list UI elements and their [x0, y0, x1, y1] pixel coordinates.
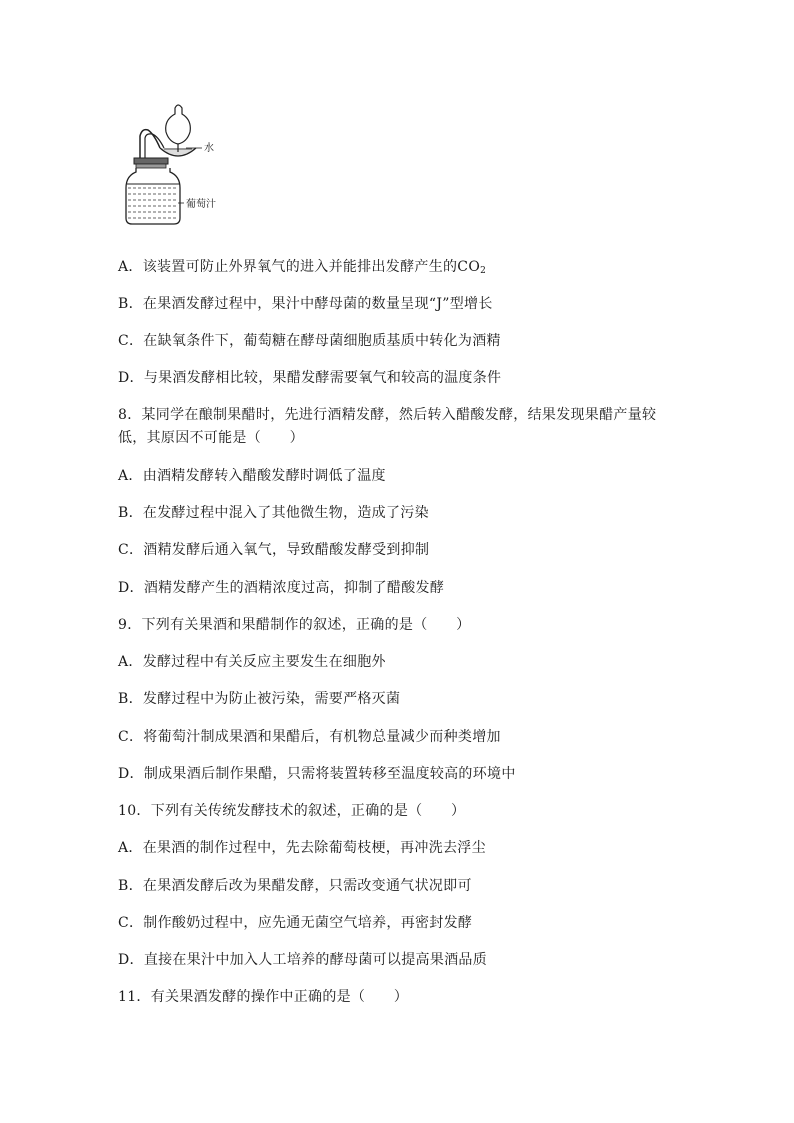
- grape-juice-label: 葡萄汁: [186, 199, 216, 210]
- q8-option-d: D．酒精发酵产生的酒精浓度过高，抑制了醋酸发酵: [118, 580, 445, 596]
- q10-option-d: D．直接在果汁中加入人工培养的酵母菌可以提高果酒品质: [118, 952, 488, 968]
- q9-option-b: B．发酵过程中为防止被污染，需要严格灭菌: [118, 691, 401, 707]
- q10-option-a: A．在果酒的制作过程中，先去除葡萄枝梗，再冲洗去浮尘: [118, 840, 486, 856]
- q7-option-b: B．在果酒发酵过程中，果汁中酵母菌的数量呈现“J”型增长: [118, 296, 493, 312]
- q9-option-d: D．制成果酒后制作果醋，只需将装置转移至温度较高的环境中: [118, 766, 516, 782]
- q7-option-a: A．该装置可防止外界氧气的进入并能排出发酵产生的$CO_2$: [118, 259, 487, 276]
- q7-option-d: D．与果酒发酵相比较，果醋发酵需要氧气和较高的温度条件: [118, 370, 502, 386]
- q9-option-a: A．发酵过程中有关反应主要发生在细胞外: [118, 654, 386, 670]
- q8-option-a: A．由酒精发酵转入醋酸发酵时调低了温度: [118, 468, 386, 484]
- q8-stem: 8．某同学在酿制果醋时，先进行酒精发酵，然后转入醋酸发酵，结果发现果醋产量较低，其原因不可能是（ ）: [118, 407, 657, 446]
- q10-option-c: C．制作酸奶过程中，应先通无菌空气培养，再密封发酵: [118, 915, 473, 931]
- q10-option-b: B．在果酒发酵后改为果醋发酵，只需改变通气状况即可: [118, 878, 472, 894]
- q7-option-c: C．在缺氧条件下，葡萄糖在酵母菌细胞质基质中转化为酒精: [118, 333, 501, 349]
- fermentation-apparatus-diagram: [120, 100, 260, 228]
- q8-option-b: B．在发酵过程中混入了其他微生物，造成了污染: [118, 505, 429, 521]
- q10-stem: 10．下列有关传统发酵技术的叙述，正确的是（ ）: [118, 803, 466, 819]
- water-label: 水: [204, 143, 214, 154]
- q9-option-c: C．将葡萄汁制成果酒和果醋后，有机物总量减少而种类增加: [118, 729, 501, 745]
- q9-stem: 9．下列有关果酒和果醋制作的叙述，正确的是（ ）: [118, 617, 471, 633]
- q11-stem: 11．有关果酒发酵的操作中正确的是（ ）: [118, 989, 409, 1005]
- q8-option-c: C．酒精发酵后通入氧气，导致醋酸发酵受到抑制: [118, 542, 430, 558]
